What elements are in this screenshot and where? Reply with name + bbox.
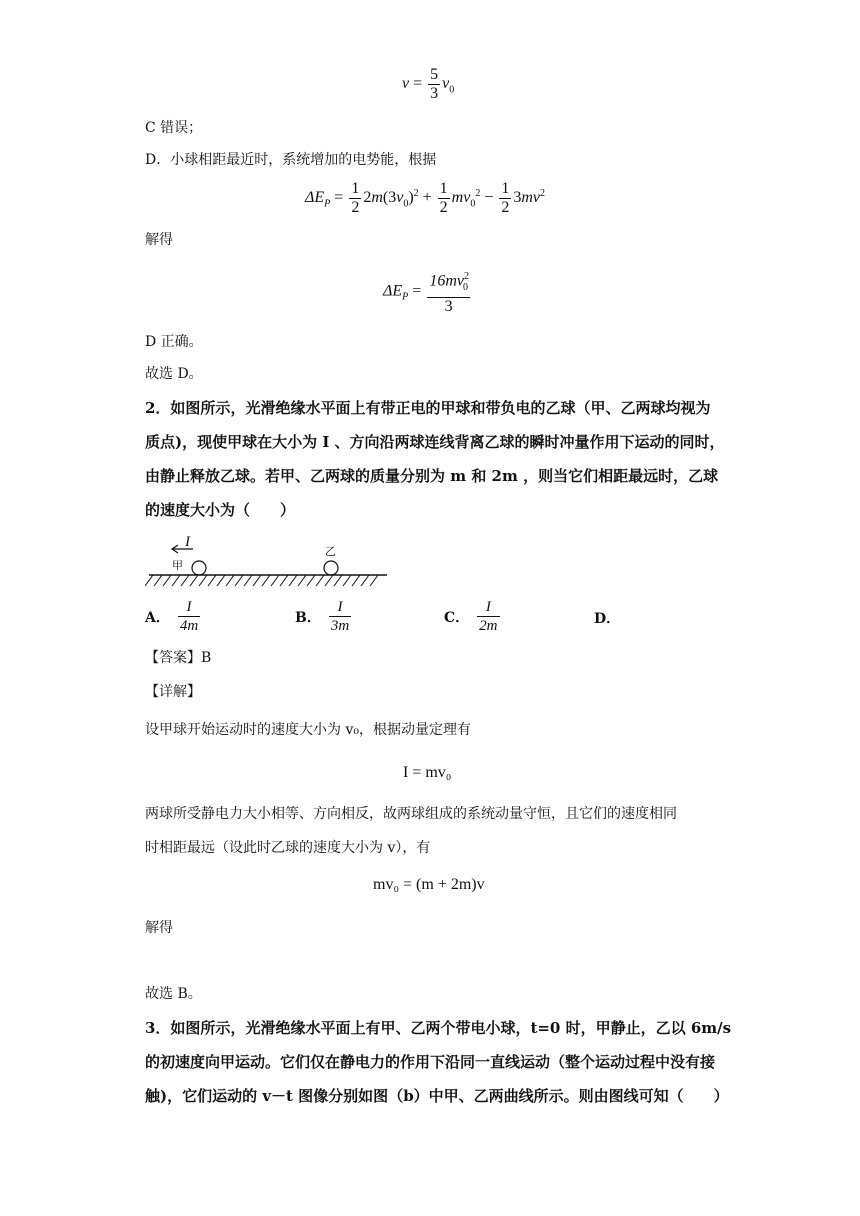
hatch-line	[325, 575, 333, 586]
hatch-line	[190, 575, 198, 586]
hatch-line	[253, 575, 261, 586]
q2-line-1: 2．如图所示，光滑绝缘水平面上有带正电的甲球和带负电的乙球（甲、乙两球均视为	[145, 399, 711, 417]
q2-line-4: 的速度大小为（ ）	[145, 501, 296, 519]
hatch-line	[307, 575, 315, 586]
equation-v: v = $\frac{5}{3}$ $v_0$	[402, 66, 455, 102]
hatch-line	[298, 575, 306, 586]
hatch-line	[208, 575, 216, 586]
solve-text-2: 解得	[145, 920, 173, 936]
ball-a	[192, 561, 206, 575]
solve-text-1: 解得	[145, 232, 173, 248]
equation-momentum: mv₀ = (m + 2m)v	[373, 876, 485, 893]
d-intro-text: D．小球相距最近时，系统增加的电势能，根据	[145, 152, 437, 168]
ball-a-label: 甲	[172, 559, 183, 572]
hatch-line	[271, 575, 279, 586]
hatch-line	[361, 575, 369, 586]
q3-line-2: 的初速度向甲运动。它们仅在静电力的作用下沿同一直线运动（整个运动过程中没有接	[145, 1053, 716, 1071]
hatch-line	[163, 575, 171, 586]
hatch-line	[154, 575, 162, 586]
answer-text: 【答案】B	[145, 650, 212, 666]
q2-line-3: 由静止释放乙球。若甲、乙两球的质量分别为 m 和 2m ，则当它们相距最远时，乙球	[145, 467, 719, 485]
equation-impulse: I = mv₀	[403, 764, 452, 781]
choose-b-text: 故选 B。	[145, 986, 202, 1002]
q3-line-1: 3．如图所示，光滑绝缘水平面上有甲、乙两个带电小球，t=0 时，甲静止，乙以 6m/s	[145, 1019, 732, 1037]
q2-figure	[145, 534, 390, 590]
hatch-line	[280, 575, 288, 586]
solution-line-2: 两球所受静电力大小相等、方向相反，故两球组成的系统动量守恒，且它们的速度相同	[145, 806, 677, 822]
option-b: B． $\frac{I}{3m}$	[295, 599, 350, 634]
solution-line-1: 设甲球开始运动时的速度大小为 v₀，根据动量定理有	[145, 722, 471, 738]
solution-line-3: 时相距最远（设此时乙球的速度大小为 v），有	[145, 840, 431, 856]
equation-delta-ep-result: $\Delta E_P$ = $\frac{16mv^2_0}{3}$	[383, 271, 469, 315]
equation-delta-ep: $\Delta E_P$ = $\frac{1}{2}$ $2m(3v_0)^2$ + $\frac{1}{2}$ $mv_0^2$ − $\frac{1}{2}$ $3mv^2$	[305, 180, 546, 216]
detail-heading: 【详解】	[145, 684, 201, 700]
hatch-line	[262, 575, 270, 586]
ball-b-label: 乙	[325, 545, 336, 558]
hatch-line	[145, 575, 153, 586]
q3-line-3: 触)，它们运动的 v－t 图像分别如图（b）中甲、乙两曲线所示。则由图线可知（ ）	[145, 1087, 729, 1105]
hatch-line	[352, 575, 360, 586]
q2-line-2: 质点)，现使甲球在大小为 I 、方向沿两球连线背离乙球的瞬时冲量作用下运动的同时，	[145, 433, 725, 451]
option-d: D．	[594, 611, 621, 627]
hatch-line	[289, 575, 297, 586]
hatch-line	[370, 575, 378, 586]
impulse-label: I	[185, 534, 190, 550]
d-correct-text: D 正确。	[145, 334, 203, 350]
hatch-line	[316, 575, 324, 586]
choose-d-text: 故选 D。	[145, 366, 203, 382]
hatch-line	[343, 575, 351, 586]
hatch-line	[217, 575, 225, 586]
hatch-line	[199, 575, 207, 586]
ground-hatching	[145, 575, 378, 586]
option-c: C． $\frac{I}{2m}$	[444, 599, 498, 634]
hatch-line	[244, 575, 252, 586]
hatch-line	[172, 575, 180, 586]
ball-b	[324, 561, 338, 575]
c-wrong-text: C 错误；	[145, 120, 203, 136]
hatch-line	[334, 575, 342, 586]
hatch-line	[235, 575, 243, 586]
hatch-line	[226, 575, 234, 586]
hatch-line	[181, 575, 189, 586]
option-a: A． $\frac{I}{4m}$	[145, 599, 199, 634]
